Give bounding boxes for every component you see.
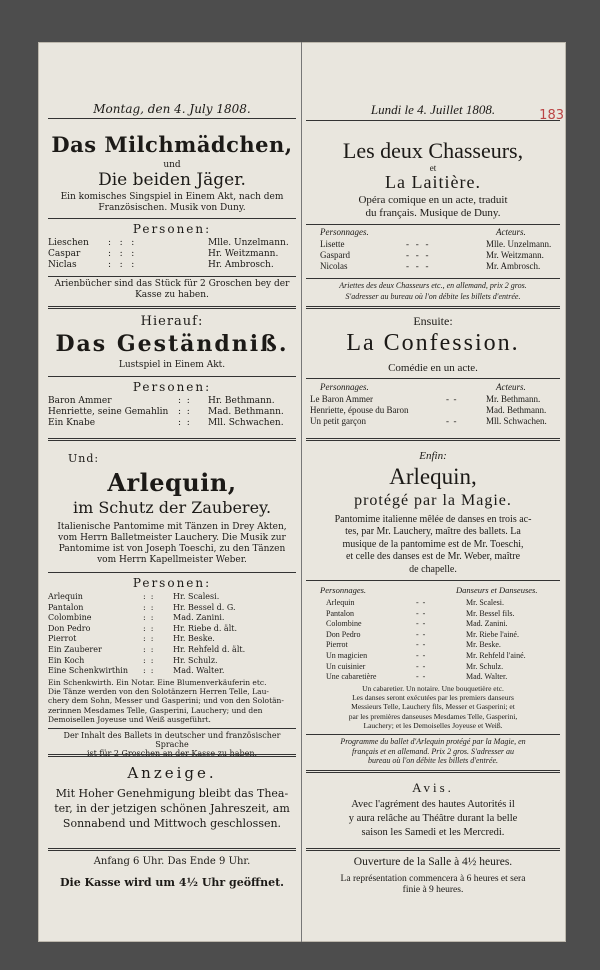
fr-avis-heading: Avis. [412,780,454,795]
de-arien-note-2: Kasse zu haben. [135,290,209,300]
cast-row: Pierrot : : Hr. Beske. [48,634,215,644]
fr-ouverture: Ouverture de la Salle à 4½ heures. [353,856,513,868]
fr-enfin: Enfin: [419,450,447,462]
fr-title-magie: protégé par la Magie. [354,492,512,509]
french-column [306,42,560,942]
cast-row: Henriette, seine Gemahlin : : Mad. Bethmann. [48,407,284,418]
de-desc-lustspiel: Lustspiel in Einem Akt. [118,360,226,370]
de-dancers-text: Ein Schenkwirth. Ein Notar. Eine Blumenverkäuferin etc. Die Tänze werden von den Solotänzern Herren Telle, Lau- chery dem Sohn, Messer und Gasperini; und von den Solotän- zerinnen Mesdames Telle, Gasperini, Lauchery; und den Demoisellen Joyeuse und Weiß ausgeführt. [48,678,284,724]
de-date: Montag, den 4. July 1808. [48,102,296,119]
de-title-arlequin: Arlequin, [107,468,237,497]
page-number: 183 [539,108,564,123]
fr-cast-header-2: Personnages. Acteurs. [320,382,526,392]
cast-row: Arlequin : : Hr. Scalesi. [48,592,220,601]
cast-row: Ein Koch : : Hr. Schulz. [48,655,218,665]
de-desc-line1: Ein komisches Singspiel in Einem Akt, nach dem [60,192,284,202]
de-personen-heading-3: Personen: [132,576,212,590]
cast-row: Don Pedro : : Hr. Riebe d. ält. [48,623,238,633]
de-anzeige-heading: Anzeige. [127,764,217,782]
cast-row: Un cuisinier - - Mr. Schulz. [326,661,504,671]
fr-desc-comedie: Comédie en un acte. [388,362,478,374]
cast-row: Nicolas - - - Mr. Ambrosch. [320,261,541,272]
de-cast-list-3 [48,592,296,677]
fr-title-arlequin: Arlequin, [389,464,477,489]
de-desc-pantomime: Italienische Pantomime mit Tänzen in Drey Akten, vom Herrn Balletmeister Lauchery. Die Musik zur Pantomime ist von Joseph Toeschi, zu den Tänzen vom Herrn Kapellmeister Weber. [57,522,287,565]
cast-row: Caspar : : : Hr. Weitzmann. [48,249,279,260]
cast-row: Ein Knabe : : Mll. Schwachen. [48,418,284,429]
fr-title-chasseurs: Les deux Chasseurs, [342,138,524,163]
de-desc-line2: Französischen. Musik von Duny. [98,203,246,213]
cast-row: Pierrot - - Mr. Beske. [326,640,501,650]
de-cast-list-1 [48,238,296,272]
cast-row: Une cabaretière - - Mad. Walter. [326,672,508,682]
fr-cast-header-1: Personnages. Acteurs. [320,227,526,237]
fr-desc-pantomime: Pantomime italienne mêlée de danses en trois ac- tes, par Mr. Lauchery, maître des ballets. La musique de la pantomime est de Mr. Toeschi, et celle des danses est de Mr. Weber, maître de chapelle. [334,514,532,575]
fr-date: Lundi le 4. Juillet 1808. [306,102,560,121]
de-arien-note-1: Arienbücher sind das Stück für 2 Groschen bey der [54,279,290,289]
de-title-jaeger: Die beiden Jäger. [98,170,246,190]
fr-title-confession: La Confession. [346,330,520,356]
fr-desc: Opéra comique en un acte, traduit du français. Musique de Duny. [358,194,508,219]
cast-row: Colombine : : Mad. Zanini. [48,613,225,623]
fr-cast-list-2 [306,394,560,428]
fr-avis-text: Avec l'agrément des hautes Autorités il y aura relâche au Théâtre durant la belle saison les Samedi et les Mercredi. [348,799,518,838]
de-hierauf: Hierauf: [140,314,204,329]
fr-ariettes-note: Ariettes des deux Chasseurs etc., en allemand, prix 2 gros. S'adresser au bureau où l'on débite les billets d'entrée. [339,281,527,301]
cast-row: Lieschen : : : Mlle. Unzelmann. [48,238,289,248]
cast-row: Ein Zauberer : : Hr. Rehfeld d. ält. [48,644,246,654]
de-title-zauberey: im Schutz der Zauberey. [72,498,272,517]
cast-row: Niclas : : : Hr. Ambrosch. [48,260,274,271]
fr-cast-list-1 [306,239,560,273]
fr-title-laitiere: La Laitière. [385,172,481,192]
cast-row: Henriette, épouse du Baron Mad. Bethmann. [310,405,547,416]
playbill-sheet [38,42,566,942]
de-anzeige-text: Mit Hoher Genehmigung bleibt das Thea- ter, in der jetzigen schönen Jahreszeit, am Sonnabend und Mittwoch geschlossen. [54,787,290,830]
cast-row: Colombine - - Mad. Zanini. [326,619,508,629]
fr-et: et [429,163,437,173]
de-personen-heading-2: Personen: [132,380,212,394]
cast-row: Pantalon - - Mr. Bessel fils. [326,608,515,618]
cast-row: Un magicien - - Mr. Rehfeld l'ainé. [326,650,526,660]
de-kasse: Die Kasse wird um 4½ Uhr geöffnet. [59,876,284,889]
column-divider [301,42,302,942]
cast-row: Arlequin - - Mr. Scalesi. [326,598,504,607]
de-personen-heading: Personen: [132,222,212,236]
cast-row: Lisette - - - Mlle. Unzelmann. [320,239,552,249]
de-title-gestaendnis: Das Geständniß. [55,331,289,357]
fr-cast-header-3: Personnages. Danseurs et Danseuses. [320,585,538,595]
cast-row: Baron Ammer : : Hr. Bethmann. [48,396,275,406]
cast-row: Un petit garçon - - Mll. Schwachen. [310,416,547,427]
fr-representation: La représentation commencera à 6 heures et sera finie à 9 heures. [340,874,526,895]
german-column [48,42,296,942]
de-und-2: Und: [68,452,100,465]
de-cast-list-2 [48,396,296,430]
de-title-milchmaedchen: Das Milchmädchen, [51,132,293,157]
cast-row: Don Pedro - - Mr. Riebe l'ainé. [326,629,519,639]
de-anfang: Anfang 6 Uhr. Das Ende 9 Uhr. [93,856,251,867]
cast-row: Le Baron Ammer - - Mr. Bethmann. [310,394,541,404]
fr-dancers-text: Un cabaretier. Un notaire. Une bouquetière etc. Les danses seront exécutées par les premiers danseurs Messieurs Telle, Lauchery fils, Messer et Gasperini; et par les premières danseuses Mesdames Telle, Gasperini, Lauchery; et les Demoiselles Joyeuse et Weiß. [348,684,518,730]
cast-row: Eine Schenkwirthin : : Mad. Walter. [48,666,225,676]
fr-ensuite: Ensuite: [413,314,453,328]
de-und: und [163,160,181,170]
fr-programme-note: Programme du ballet d'Arlequin protégé par la Magie, en français et en allemand. Prix 2 gros. S'adresser au bureau où l'on débite les billets d'entrée. [340,737,526,766]
fr-cast-list-3 [306,598,560,683]
de-inhalt-note: Der Inhalt des Ballets in deutscher und französischer Sprache ist für 2 Groschen an der Kasse zu haben. [63,731,281,759]
cast-row: Gaspard - - - Mr. Weitzmann. [320,250,544,261]
cast-row: Pantalon : : Hr. Bessel d. G. [48,602,236,612]
